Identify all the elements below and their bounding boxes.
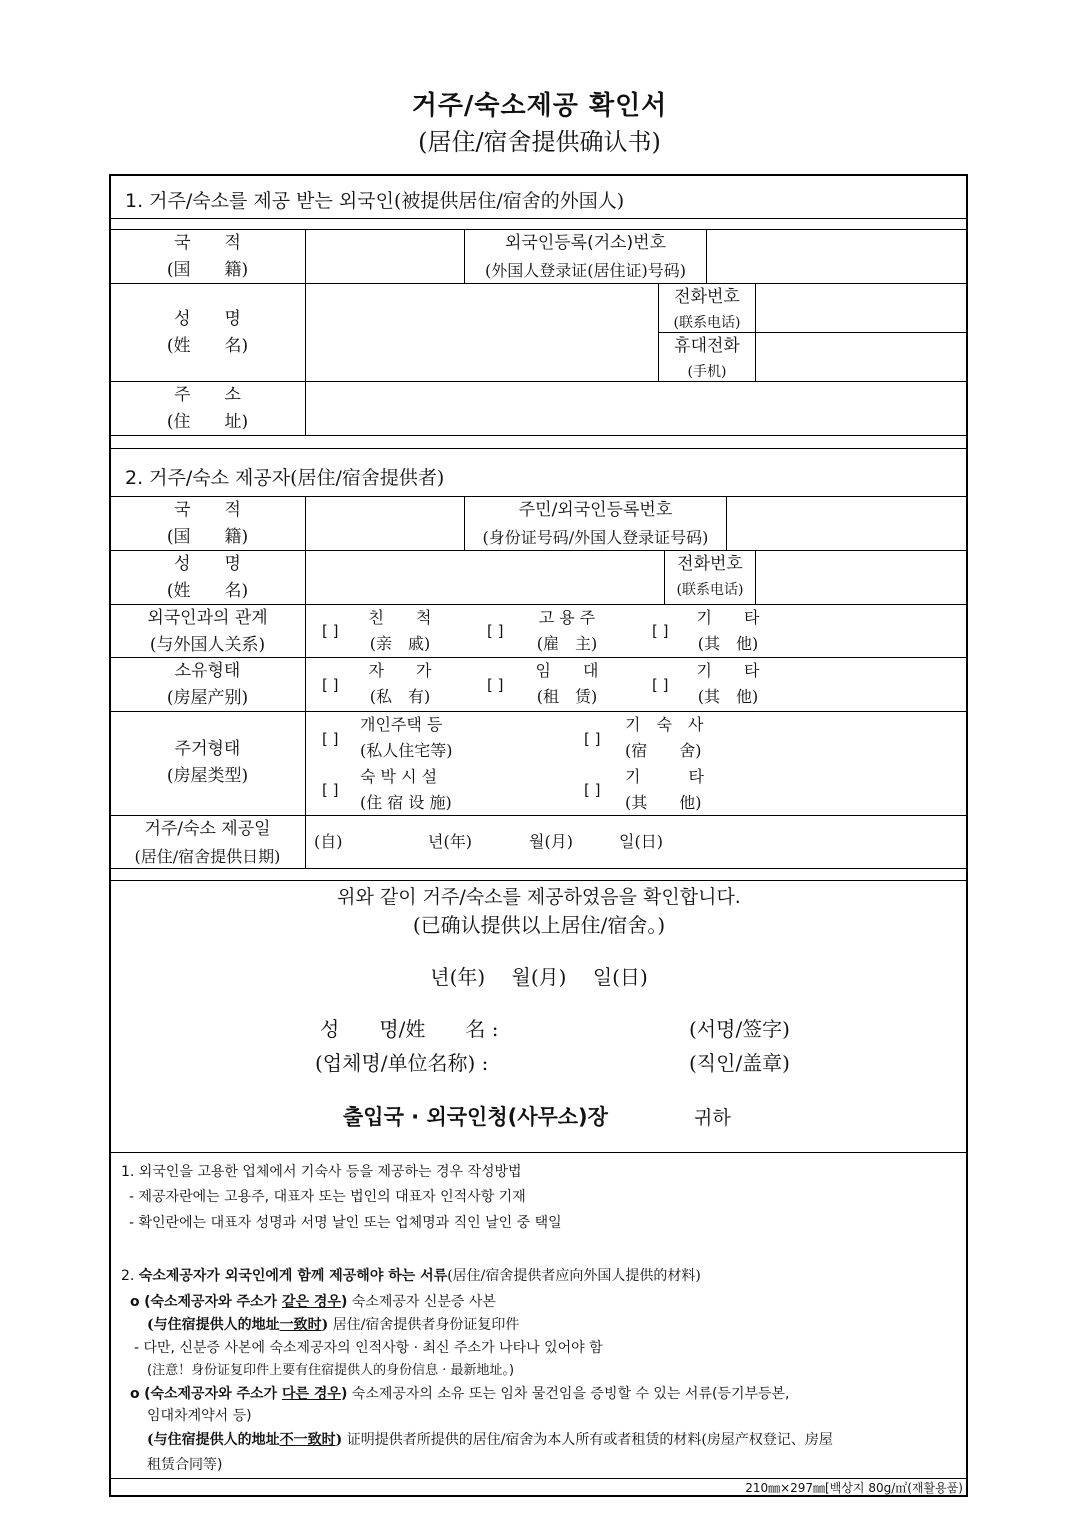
- s2-date-label: [110, 816, 305, 870]
- relation-relative-checkbox[interactable]: [ ]: [322, 622, 339, 640]
- section2-heading-cn: (居住/宿舍提供者): [290, 467, 445, 489]
- housing-other-checkbox[interactable]: [ ]: [584, 781, 601, 799]
- s2-ownership-label: [110, 658, 305, 712]
- section1-heading: [125, 186, 624, 213]
- s2-phone-ko: 전화번호: [677, 554, 743, 574]
- ownership-private-cn: (私 有): [369, 687, 431, 706]
- s1-regno-label: [465, 230, 706, 284]
- ownership-rent-checkbox[interactable]: [ ]: [487, 676, 504, 694]
- section2-heading: [125, 463, 444, 490]
- s2-date-ko: 거주/숙소 제공일: [144, 819, 271, 839]
- relation-other-ko: 기 타: [696, 608, 760, 627]
- s2-phone-field[interactable]: [756, 551, 968, 604]
- housing-dorm-cn: (宿 舍): [625, 741, 702, 760]
- s1-phone-cn: (联系电话): [673, 315, 741, 331]
- note-o1-post: ): [340, 1294, 348, 1310]
- s1-phone-ko: 전화번호: [674, 287, 740, 307]
- s1-nationality-cn: (国 籍): [166, 260, 249, 280]
- housing-other-cn: (其 他): [625, 793, 702, 812]
- s2-nationality-ko: 국 적: [174, 500, 241, 520]
- s1-address-field[interactable]: [306, 382, 968, 435]
- housing-other-option: [625, 764, 725, 816]
- s1-name-ko: 성 명: [174, 309, 241, 329]
- confirm-text-cn: (已确认提供以上居住/宿舍。): [412, 913, 666, 937]
- s2-housing-label: [110, 736, 305, 790]
- note-o2: [130, 1384, 790, 1404]
- s1-name-field[interactable]: [306, 284, 658, 381]
- note-o1-rest: 숙소제공자 신분증 사본: [347, 1294, 496, 1310]
- s1-name-label: [110, 306, 305, 360]
- relation-employer-checkbox[interactable]: [ ]: [487, 622, 504, 640]
- s2-date-cn: (居住/宿舍提供日期): [134, 847, 281, 866]
- note-o2-u: 다른 경우: [281, 1386, 341, 1402]
- housing-lodging-option: [360, 764, 490, 816]
- housing-lodging-checkbox[interactable]: [ ]: [322, 781, 339, 799]
- s2-relation-label: [110, 605, 305, 659]
- company-seal-label[interactable]: (직인/盖章): [689, 1051, 790, 1075]
- form-title-cn: (居住/宿舍提供确认书): [418, 128, 661, 156]
- s2-relation-ko: 외국인과의 관계: [147, 608, 268, 628]
- s2-phone-cn: (联系电话): [676, 582, 744, 598]
- s2-name-ko: 성 명: [174, 554, 241, 574]
- note-o2-cn-rest2: 租赁合同等): [147, 1457, 223, 1473]
- relation-other-option: [688, 605, 768, 657]
- s1-address-ko: 주 소: [174, 385, 241, 405]
- note-o2-cn-post: ): [335, 1432, 343, 1448]
- date-month[interactable]: 월(月): [529, 832, 573, 851]
- s1-address-label: [110, 382, 305, 436]
- note-2-bold: 숙소제공자가 외국인에게 함께 제공해야 하는 서류: [138, 1268, 448, 1284]
- date-day[interactable]: 일(日): [619, 832, 663, 851]
- housing-lodging-cn: (住 宿 设 施): [360, 793, 452, 812]
- housing-other-ko: 기 타: [625, 767, 704, 786]
- s2-ownership-ko: 소유형태: [174, 661, 241, 681]
- note-o1-u: 같은 경우: [281, 1294, 341, 1310]
- relation-relative-cn: (亲 戚): [369, 634, 431, 653]
- note-o1-cn: [147, 1315, 519, 1335]
- ownership-other-ko: 기 타: [696, 661, 760, 680]
- housing-house-option: [360, 712, 490, 764]
- ownership-private-ko: 자 가: [368, 661, 432, 680]
- company-name-label: (업체명/单位名称) :: [315, 1051, 489, 1075]
- ownership-rent-ko: 임 대: [535, 661, 599, 680]
- s2-nationality-label: [110, 497, 305, 551]
- note-1: 1. 외국인을 고용한 업체에서 기숙사 등을 제공하는 경우 작성방법: [121, 1164, 522, 1180]
- s1-regno-field[interactable]: [707, 230, 968, 283]
- note-o1-dash: - 다만, 신분증 사본에 숙소제공자의 인적사항 · 최신 주소가 나타나 있어야 함: [134, 1340, 603, 1356]
- honorific: 귀하: [694, 1107, 731, 1129]
- confirm-date[interactable]: 년(年) 월(月) 일(日): [430, 965, 648, 989]
- ownership-rent-cn: (租 赁): [536, 687, 598, 706]
- s1-phone-field[interactable]: [756, 284, 968, 332]
- note-o2-cn: [147, 1430, 833, 1450]
- note-o1-cn-pre: (与住宿提供人的地址: [147, 1317, 280, 1333]
- note-o1: [130, 1292, 496, 1312]
- relation-employer-ko: 고 용 주: [538, 608, 596, 627]
- ownership-private-checkbox[interactable]: [ ]: [322, 676, 339, 694]
- date-from: (自): [314, 832, 343, 851]
- section1-heading-ko: 1. 거주/숙소를 제공 받는 외국인: [125, 190, 394, 212]
- relation-employer-option: [527, 605, 607, 657]
- note-o1-pre: (숙소제공자와 주소가: [144, 1294, 282, 1310]
- signer-name-label: 성 명/姓 名 :: [320, 1017, 499, 1041]
- s1-mobile-cn: (手机): [687, 364, 727, 380]
- note-2-num: 2.: [121, 1268, 135, 1284]
- s1-mobile-ko: 휴대전화: [674, 336, 740, 356]
- note-2-cn: (居住/宿舍提供者应向外国人提供的材料): [447, 1268, 701, 1284]
- note-o2-post: ): [340, 1386, 348, 1402]
- note-1a: - 제공자란에는 고용주, 대표자 또는 법인의 대표자 인적사항 기재: [129, 1189, 526, 1205]
- s1-regno-ko: 외국인등록(거소)번호: [504, 233, 667, 253]
- s2-idno-cn: (身份证号码/外国人登录证号码): [482, 528, 709, 547]
- housing-house-ko: 개인주택 등: [360, 715, 443, 734]
- s1-regno-cn: (外国人登录证(居住证)号码): [485, 261, 686, 280]
- s2-name-label: [110, 551, 305, 605]
- note-2: [121, 1266, 701, 1286]
- form-title: 거주/숙소제공 확인서: [411, 91, 668, 121]
- addressee: 출입국 · 외국인청(사무소)장: [343, 1105, 608, 1129]
- housing-dorm-checkbox[interactable]: [ ]: [584, 730, 601, 748]
- note-o2-cn-rest: 证明提供者所提供的居住/宿舍为本人所有或者租赁的材料(房屋产权登记、房屋: [342, 1432, 833, 1448]
- relation-relative-ko: 친 척: [368, 608, 432, 627]
- housing-house-checkbox[interactable]: [ ]: [322, 730, 339, 748]
- signature-label[interactable]: (서명/签字): [689, 1017, 790, 1041]
- housing-lodging-ko: 숙 박 시 설: [360, 767, 438, 786]
- ownership-other-checkbox[interactable]: [ ]: [652, 676, 669, 694]
- relation-other-cn: (其 他): [697, 634, 759, 653]
- relation-employer-cn: (雇 主): [536, 634, 598, 653]
- s2-idno-label: [465, 497, 726, 551]
- ownership-rent-option: [527, 658, 607, 710]
- s2-nationality-cn: (国 籍): [166, 527, 249, 547]
- paper-spec-footer: 210㎜×297㎜[백상지 80g/㎡(재활용품): [745, 1481, 963, 1495]
- s2-ownership-cn: (房屋产别): [166, 688, 249, 708]
- relation-relative-option: [360, 605, 440, 657]
- ownership-private-option: [360, 658, 440, 710]
- s2-name-cn: (姓 名): [166, 581, 249, 601]
- note-o2-cn-u: 不一致时: [279, 1432, 336, 1448]
- note-o1-cn-post: ): [321, 1317, 329, 1333]
- note-o1-cn-rest: 居住/宿舍提供者身份证复印件: [328, 1317, 520, 1333]
- note-o2-rest: 숙소제공자의 소유 또는 임차 물건임을 증빙할 수 있는 서류(등기부등본,: [347, 1386, 790, 1402]
- note-o2-cn-pre: (与住宿提供人的地址: [147, 1432, 280, 1448]
- relation-other-checkbox[interactable]: [ ]: [652, 622, 669, 640]
- note-o1-dash-cn: (注意！身份证复印件上要有住宿提供人的身份信息 · 最新地址。): [147, 1363, 515, 1378]
- s1-nationality-field[interactable]: [306, 230, 464, 283]
- section2-heading-ko: 2. 거주/숙소 제공자: [125, 467, 291, 489]
- note-1b: - 확인란에는 대표자 성명과 서명 날인 또는 업체명과 직인 날인 중 택일: [129, 1215, 562, 1231]
- housing-dorm-option: [625, 712, 725, 764]
- s2-phone-label: [665, 551, 755, 602]
- s1-address-cn: (住 址): [166, 412, 249, 432]
- s1-nationality-ko: 국 적: [174, 233, 241, 253]
- s1-mobile-field[interactable]: [756, 333, 968, 381]
- note-o2-mark: o: [130, 1386, 140, 1402]
- note-o2-rest2: 임대차계약서 등): [147, 1408, 252, 1424]
- s2-idno-ko: 주민/외국인등록번호: [518, 500, 673, 520]
- s2-nationality-field[interactable]: [306, 497, 464, 550]
- s2-idno-field[interactable]: [727, 497, 968, 550]
- s1-mobile-label: [659, 333, 755, 384]
- ownership-other-option: [688, 658, 768, 710]
- s2-housing-cn: (房屋类型): [166, 766, 249, 786]
- s1-nationality-label: [110, 230, 305, 284]
- note-o1-mark: o: [130, 1294, 140, 1310]
- date-year[interactable]: 년(年): [428, 832, 472, 851]
- s2-name-field[interactable]: [306, 551, 664, 604]
- housing-dorm-ko: 기 숙 사: [625, 715, 704, 734]
- s1-name-cn: (姓 名): [166, 336, 249, 356]
- s2-relation-cn: (与外国人关系): [149, 635, 266, 655]
- ownership-other-cn: (其 他): [697, 687, 759, 706]
- s2-housing-ko: 주거형태: [174, 739, 241, 759]
- note-o2-pre: (숙소제공자와 주소가: [144, 1386, 282, 1402]
- section1-heading-cn: (被提供居住/宿舍的外国人): [393, 190, 625, 212]
- housing-house-cn: (私人住宅等): [360, 741, 453, 760]
- note-o1-cn-u: 一致时: [279, 1317, 322, 1333]
- confirm-text: 위와 같이 거주/숙소를 제공하였음을 확인합니다.: [337, 886, 741, 908]
- s1-phone-label: [659, 284, 755, 335]
